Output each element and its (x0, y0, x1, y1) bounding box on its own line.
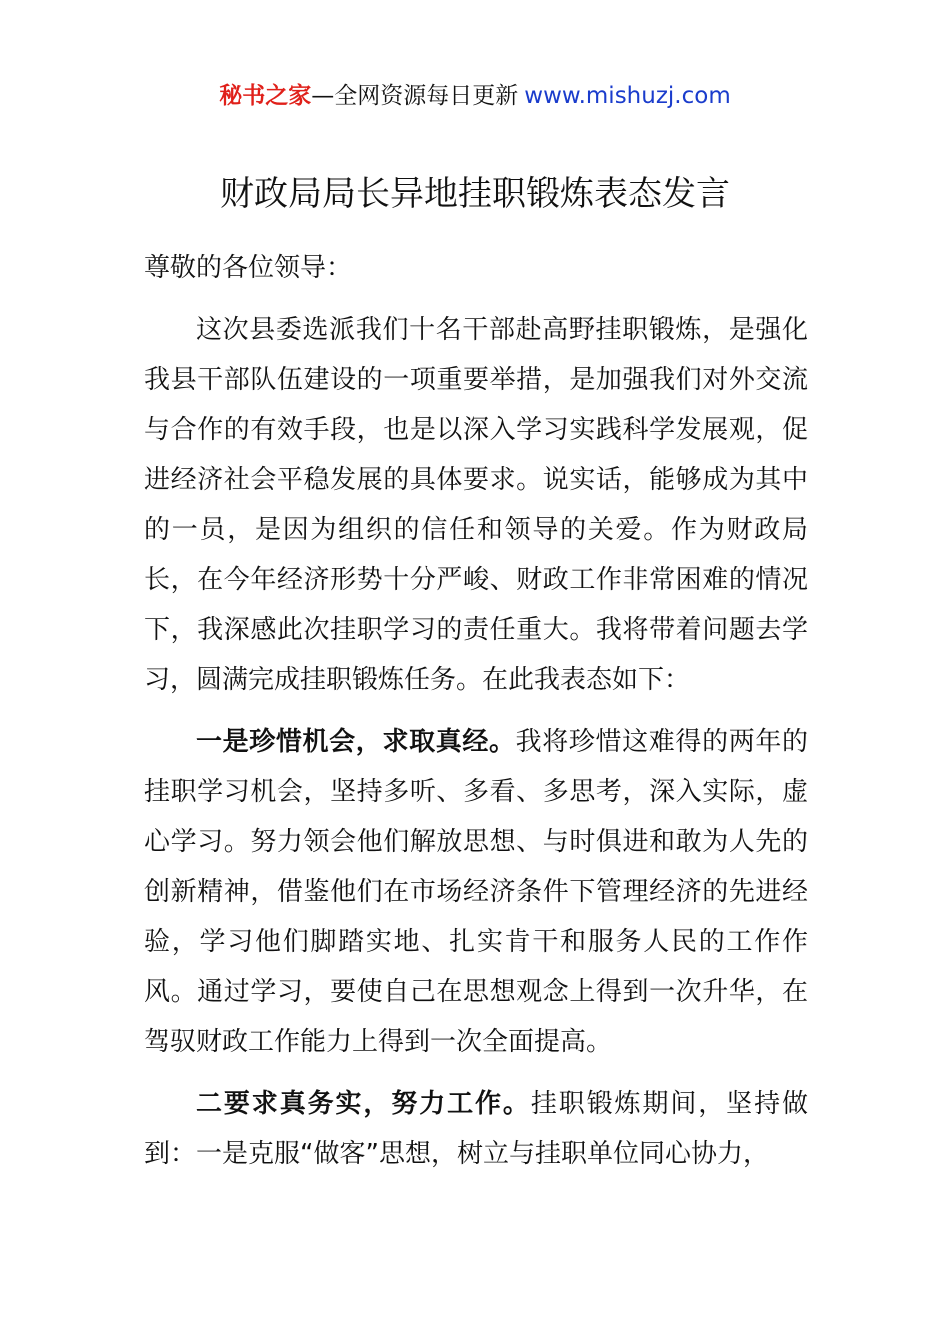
salutation: 尊敬的各位领导： (144, 253, 353, 283)
paragraph-lead: 一是珍惜机会，求取真经。 (196, 727, 516, 757)
paragraph-point-two (144, 1079, 808, 1179)
paragraph-intro (144, 305, 808, 705)
paragraph-lead: 二要求真务实，努力工作。 (196, 1089, 531, 1119)
brand-name: 秘书之家 (219, 83, 312, 109)
paragraph-point-one (144, 717, 808, 1067)
document-title: 财政局局长异地挂职锻炼表态发言 (220, 174, 730, 214)
paragraph-text: 我将珍惜这难得的两年的挂职学习机会，坚持多听、多看、多思考，深入实际，虚心学习。努力领会他们解放思想、与时俱进和敢为人先的创新精神，借鉴他们在市场经济条件下管理经济的先进经验，学习他们脚踏实地、扎实肯干和服务人民的工作作风。通过学习，要使自己在思想观念上得到一次升华，在驾驭财政工作能力上得到一次全面提高。 (144, 727, 808, 1057)
paragraph-text: 这次县委选派我们十名干部赴高野挂职锻炼，是强化我县干部队伍建设的一项重要举措，是加强我们对外交流与合作的有效手段，也是以深入学习实践科学发展观，促进经济社会平稳发展的具体要求。说实话，能够成为其中的一员，是因为组织的信任和领导的关爱。作为财政局长，在今年经济形势十分严峻、财政工作非常困难的情况下，我深感此次挂职学习的责任重大。我将带着问题去学习，圆满完成挂职锻炼任务。在此我表态如下： (144, 315, 808, 695)
document-body (144, 243, 808, 1191)
site-url-link[interactable]: www.mishuzj.com (524, 83, 731, 109)
site-header (0, 78, 950, 114)
paragraph-text: 挂职锻炼期间，坚持做到：一是克服“做客”思想，树立与挂职单位同心协力， (144, 1089, 808, 1169)
header-tagline: —全网资源每日更新 (311, 83, 519, 109)
